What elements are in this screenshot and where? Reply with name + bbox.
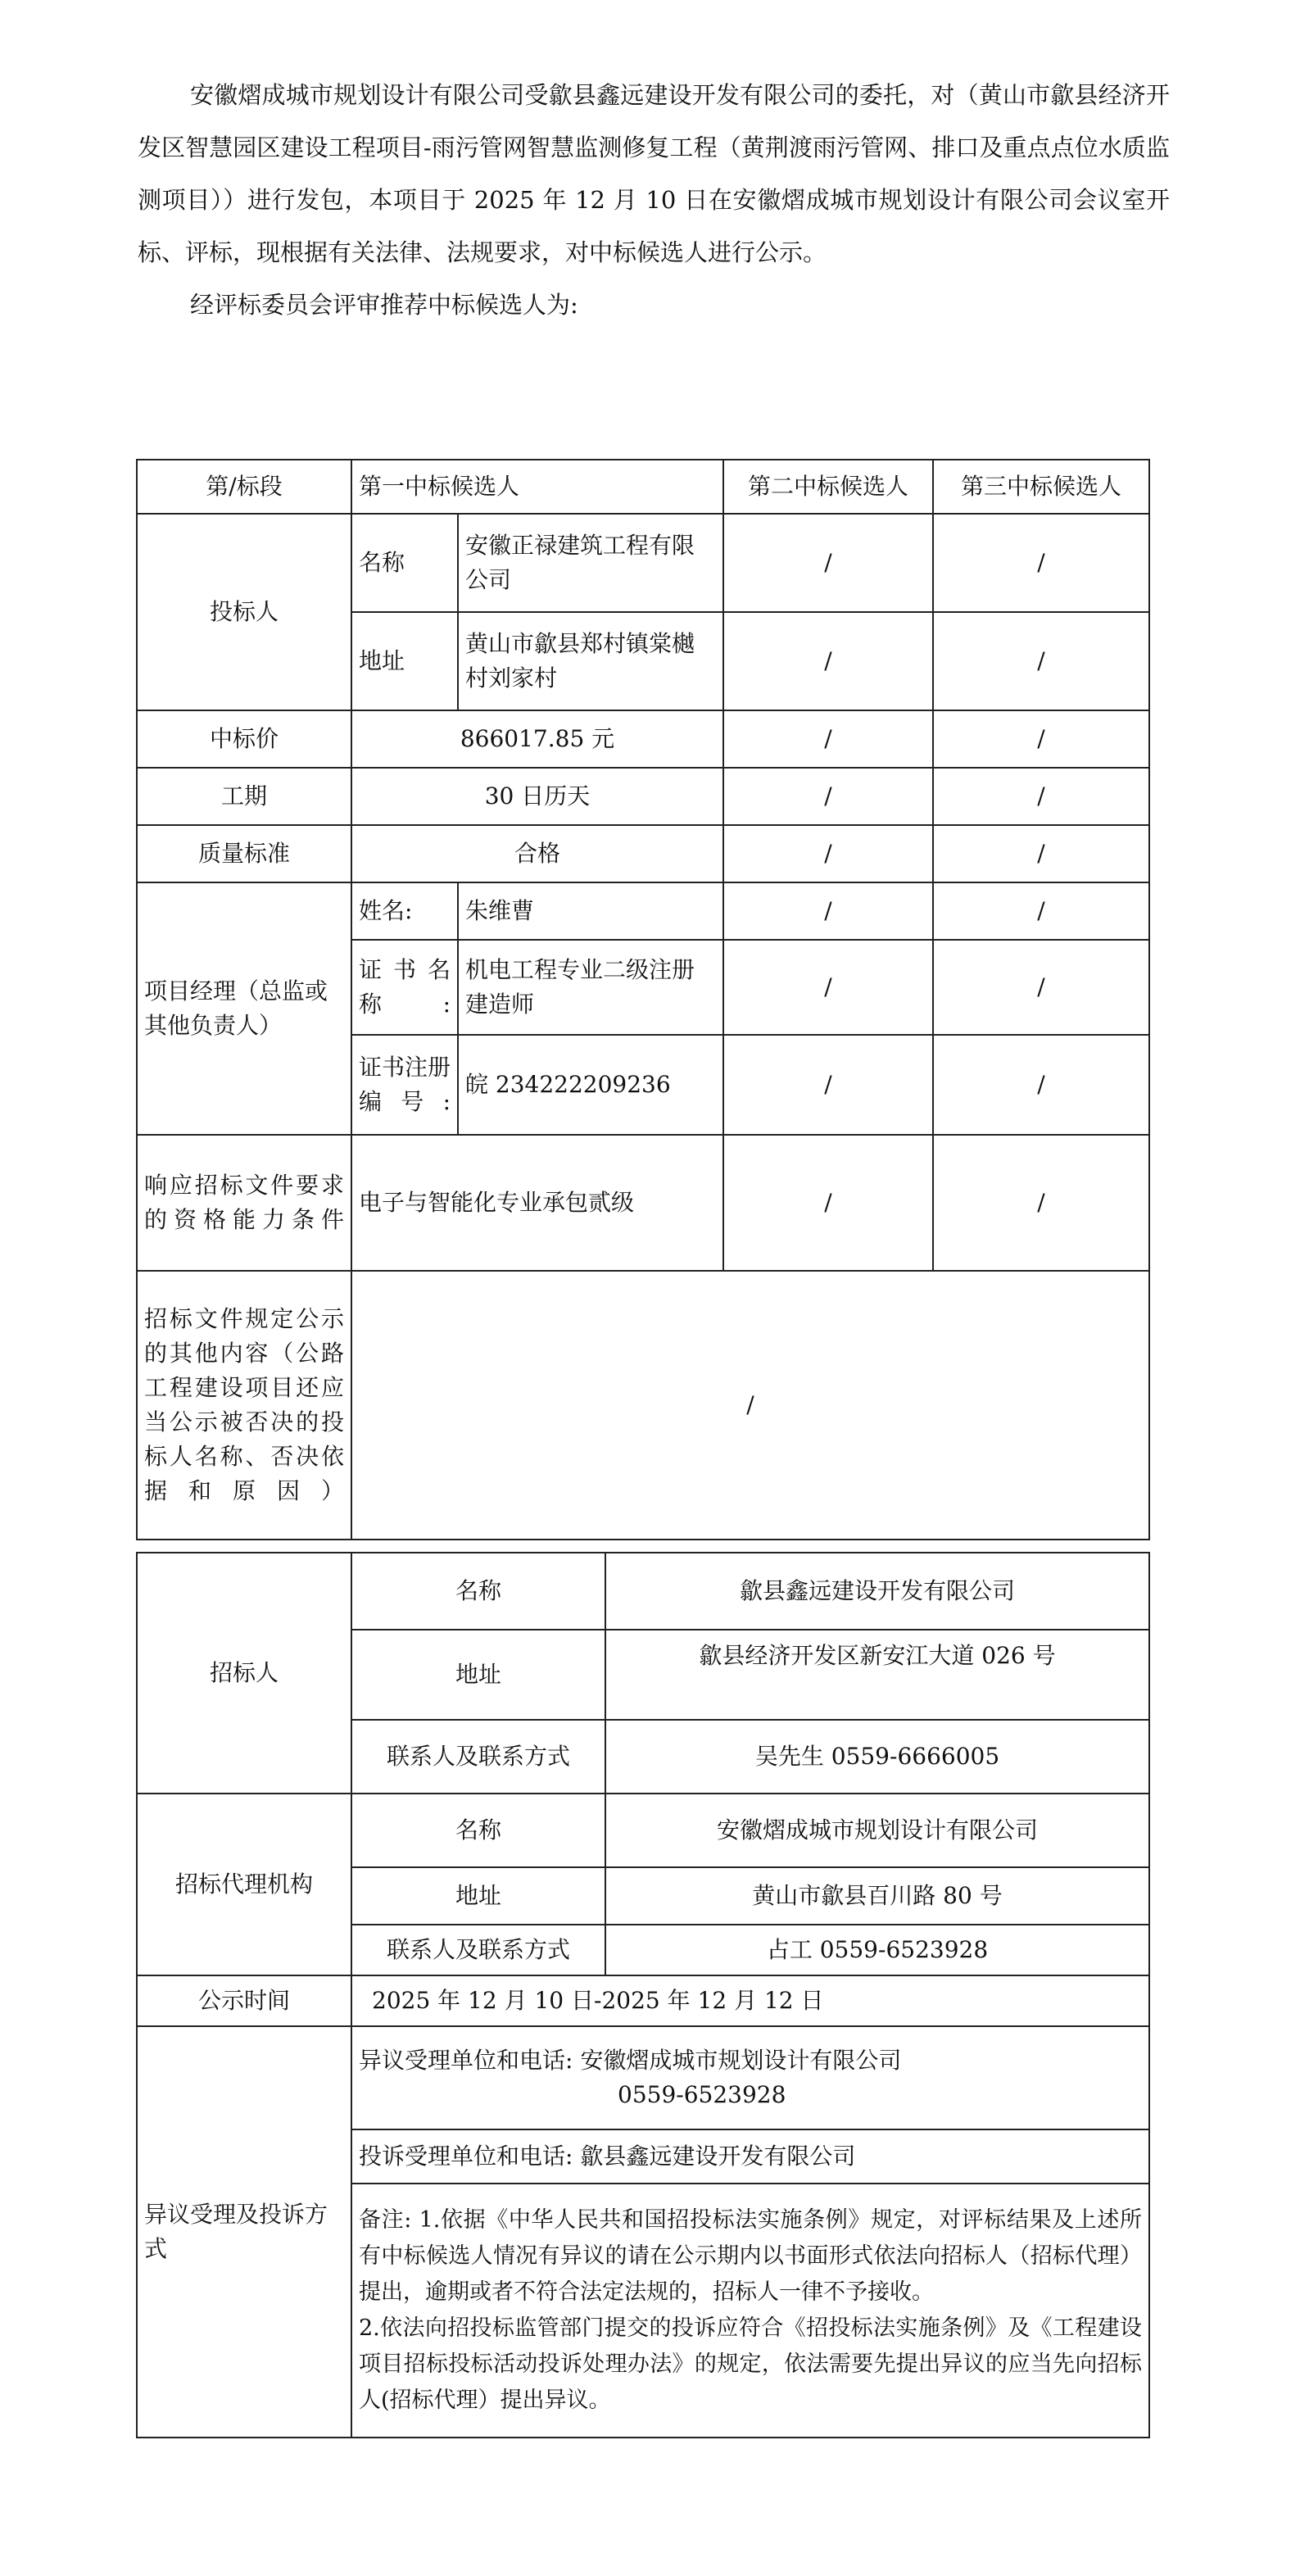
header-first-candidate: 第一中标候选人 bbox=[351, 460, 723, 514]
tenderer-address: 歙县经济开发区新安江大道 026 号 bbox=[605, 1630, 1149, 1720]
bidder-address: 黄山市歙县郑村镇棠樾村刘家村 bbox=[458, 612, 723, 710]
tenderer-name: 歙县鑫远建设开发有限公司 bbox=[605, 1553, 1149, 1630]
tenderer-contact-label: 联系人及联系方式 bbox=[351, 1720, 605, 1794]
remark-note-2: 2.依法向招投标监管部门提交的投诉应符合《招投标法实施条例》及《工程建设项目招标投标活动投诉处理办法》的规定，依法需要先提出异议的应当先向招标人(招标代理）提出异议。 bbox=[359, 2315, 1142, 2413]
period-value: 30 日历天 bbox=[351, 768, 723, 825]
intro-paragraph-1: 安徽熠成城市规划设计有限公司受歙县鑫远建设开发有限公司的委托，对（黄山市歙县经济开发区智慧园区建设工程项目-雨污管网智慧监测修复工程（黄荆渡雨污管网、排口及重点点位水质监测项目））进行发包，本项目于 2025 年 12 月 10 日在安徽熠成城市规划设计有限公司会议室开标、评标，现根据有关法律、法规要求，对中标候选人进行公示。 bbox=[138, 81, 1170, 266]
agency-label: 招标代理机构 bbox=[137, 1794, 351, 1975]
qualification-value: 电子与智能化专业承包贰级 bbox=[351, 1135, 723, 1271]
quality-value: 合格 bbox=[351, 825, 723, 882]
pm-name-value: 朱维曹 bbox=[458, 882, 723, 940]
qualification-label: 响应招标文件要求的资格能力条件 bbox=[137, 1135, 351, 1271]
second-price: / bbox=[723, 710, 933, 768]
remarks-cell bbox=[351, 2184, 1149, 2438]
quality-label: 质量标准 bbox=[137, 825, 351, 882]
third-price: / bbox=[933, 710, 1149, 768]
objection-line-1: 异议受理单位和电话: 安徽熠成城市规划设计有限公司 bbox=[359, 2047, 902, 2074]
intro-paragraph-2: 经评标委员会评审推荐中标候选人为: bbox=[190, 291, 578, 319]
candidate-table bbox=[136, 459, 1150, 1540]
tenderer-address-label: 地址 bbox=[351, 1630, 605, 1720]
agency-contact-label: 联系人及联系方式 bbox=[351, 1925, 605, 1975]
table-row bbox=[137, 1794, 1149, 1867]
third-period: / bbox=[933, 768, 1149, 825]
cert-no-label: 证书注册编号: bbox=[351, 1035, 458, 1135]
header-third-candidate: 第三中标候选人 bbox=[933, 460, 1149, 514]
agency-contact: 占工 0559-6523928 bbox=[605, 1925, 1149, 1975]
table-row bbox=[137, 460, 1149, 514]
third-cert-name: / bbox=[933, 940, 1149, 1035]
table-row bbox=[137, 768, 1149, 825]
publicity-label: 公示时间 bbox=[137, 1975, 351, 2026]
second-period: / bbox=[723, 768, 933, 825]
objection-section-label: 异议受理及投诉方式 bbox=[137, 2026, 351, 2438]
second-cert-no: / bbox=[723, 1035, 933, 1135]
third-name: / bbox=[933, 514, 1149, 612]
third-quality: / bbox=[933, 825, 1149, 882]
second-cert-name: / bbox=[723, 940, 933, 1035]
address-label: 地址 bbox=[351, 612, 458, 710]
tenderer-label: 招标人 bbox=[137, 1553, 351, 1794]
table-row bbox=[137, 1271, 1149, 1540]
second-name: / bbox=[723, 514, 933, 612]
intro-text bbox=[138, 69, 1170, 331]
agency-name: 安徽熠成城市规划设计有限公司 bbox=[605, 1794, 1149, 1867]
tenderer-contact: 吴先生 0559-6666005 bbox=[605, 1720, 1149, 1794]
second-address: / bbox=[723, 612, 933, 710]
third-cert-no: / bbox=[933, 1035, 1149, 1135]
cert-name-label: 证书名称: bbox=[351, 940, 458, 1035]
second-quality: / bbox=[723, 825, 933, 882]
bidder-label: 投标人 bbox=[137, 514, 351, 710]
other-content-label: 招标文件规定公示的其他内容（公路工程建设项目还应当公示被否决的投标人名称、否决依据和原因） bbox=[137, 1271, 351, 1540]
price-label: 中标价 bbox=[137, 710, 351, 768]
header-second-candidate: 第二中标候选人 bbox=[723, 460, 933, 514]
table-row bbox=[137, 2026, 1149, 2129]
agency-name-label: 名称 bbox=[351, 1794, 605, 1867]
cert-name-value: 机电工程专业二级注册建造师 bbox=[458, 940, 723, 1035]
publicity-value: 2025 年 12 月 10 日-2025 年 12 月 12 日 bbox=[351, 1975, 1149, 2026]
complaint-line: 投诉受理单位和电话: 歙县鑫远建设开发有限公司 bbox=[351, 2129, 1149, 2184]
table-row bbox=[137, 825, 1149, 882]
tenderer-name-label: 名称 bbox=[351, 1553, 605, 1630]
table-row bbox=[137, 1135, 1149, 1271]
third-pm-name: / bbox=[933, 882, 1149, 940]
second-pm-name: / bbox=[723, 882, 933, 940]
agency-address: 黄山市歙县百川路 80 号 bbox=[605, 1867, 1149, 1925]
period-label: 工期 bbox=[137, 768, 351, 825]
tenderer-table bbox=[136, 1552, 1150, 2438]
table-row bbox=[137, 710, 1149, 768]
objection-line-2: 0559-6523928 bbox=[618, 2081, 786, 2108]
second-qualification: / bbox=[723, 1135, 933, 1271]
objection-cell bbox=[351, 2026, 1149, 2129]
name-label: 名称 bbox=[351, 514, 458, 612]
remark-note-1: 备注: 1.依据《中华人民共和国招投标法实施条例》规定，对评标结果及上述所有中标候选人情况有异议的请在公示期内以书面形式依法向招标人（招标代理）提出，逾期或者不符合法定法规的，招标人一律不予接收。 bbox=[359, 2207, 1142, 2305]
price-value: 866017.85 元 bbox=[351, 710, 723, 768]
pm-name-label: 姓名: bbox=[351, 882, 458, 940]
third-address: / bbox=[933, 612, 1149, 710]
table-row bbox=[137, 514, 1149, 612]
header-section: 第/标段 bbox=[137, 460, 351, 514]
manager-label: 项目经理（总监或其他负责人） bbox=[137, 882, 351, 1135]
third-qualification: / bbox=[933, 1135, 1149, 1271]
bidder-name: 安徽正禄建筑工程有限公司 bbox=[458, 514, 723, 612]
table-row bbox=[137, 882, 1149, 940]
cert-no-value: 皖 234222209236 bbox=[458, 1035, 723, 1135]
table-row bbox=[137, 1975, 1149, 2026]
other-content-value: / bbox=[351, 1271, 1149, 1540]
table-row bbox=[137, 1553, 1149, 1630]
agency-address-label: 地址 bbox=[351, 1867, 605, 1925]
